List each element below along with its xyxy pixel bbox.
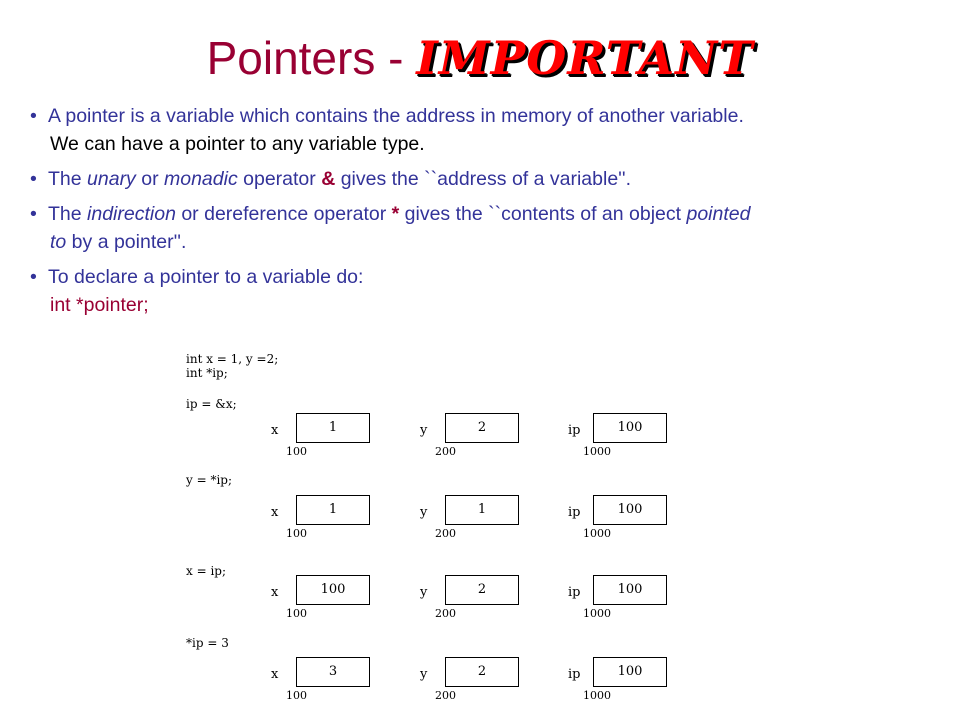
- bullet3-to: to: [50, 231, 67, 253]
- memory-value-ip: 100: [617, 664, 643, 679]
- bullet1-line1: A pointer is a variable which contains the address in memory of another variable.: [48, 105, 744, 127]
- memory-address-x: 100: [286, 445, 307, 458]
- title-emphasis: IMPORTANT: [416, 31, 754, 85]
- step-statement: *ip = 3: [186, 636, 229, 650]
- bullet3-text: by a pointer''.: [66, 231, 187, 253]
- bullet-dot: •: [30, 266, 37, 288]
- memory-address-ip: 1000: [583, 689, 611, 702]
- bullet-address-operator: [30, 165, 940, 193]
- memory-value-x: 1: [328, 502, 338, 517]
- memory-address-x: 100: [286, 527, 307, 540]
- variable-label-ip: ip: [568, 667, 581, 682]
- memory-address-x: 100: [286, 689, 307, 702]
- memory-value-ip: 100: [617, 582, 643, 597]
- memory-address-y: 200: [435, 527, 456, 540]
- bullet3-indirection: indirection: [87, 203, 176, 225]
- bullet-dot: •: [30, 105, 37, 127]
- slide-title: [0, 28, 960, 88]
- memory-cell-x: [271, 575, 441, 625]
- memory-cell-y: [420, 575, 590, 625]
- memory-value-y: 2: [477, 420, 487, 435]
- bullet1-line2: We can have a pointer to any variable type.: [50, 133, 425, 155]
- bullet2-text: or: [135, 168, 164, 190]
- pointer-declaration-code: int *pointer;: [50, 294, 149, 316]
- memory-cell-x: [271, 413, 441, 463]
- memory-address-ip: 1000: [583, 445, 611, 458]
- variable-label-x: x: [271, 423, 279, 438]
- memory-value-ip: 100: [617, 502, 643, 517]
- step-statement: y = *ip;: [186, 473, 233, 487]
- bullet3-text: gives the ``contents of an object: [399, 203, 687, 225]
- memory-value-x: 3: [328, 664, 338, 679]
- bullet2-text: gives the ``address of a variable''.: [335, 168, 632, 190]
- memory-value-y: 1: [477, 502, 487, 517]
- memory-cell-ip: [568, 495, 738, 545]
- bullet-dereference-operator: [30, 200, 940, 256]
- variable-label-x: x: [271, 585, 279, 600]
- memory-value-x: 1: [328, 420, 338, 435]
- bullet-dot: •: [30, 203, 37, 225]
- declaration-ip: int *ip;: [186, 366, 228, 380]
- variable-label-x: x: [271, 505, 279, 520]
- title-main: Pointers -: [206, 32, 417, 84]
- bullet3-text: or dereference operator: [175, 203, 392, 225]
- bullet-declare-pointer: [30, 263, 940, 319]
- memory-cell-ip: [568, 413, 738, 463]
- variable-label-ip: ip: [568, 585, 581, 600]
- declaration-xy: int x = 1, y =2;: [186, 352, 279, 366]
- memory-cell-ip: [568, 657, 738, 707]
- memory-value-ip: 100: [617, 420, 643, 435]
- memory-value-y: 2: [477, 664, 487, 679]
- bullet3-line2: [48, 228, 940, 256]
- memory-address-x: 100: [286, 607, 307, 620]
- bullet3-pointed: pointed: [686, 203, 751, 225]
- step-statement: x = ip;: [186, 564, 227, 578]
- memory-address-ip: 1000: [583, 607, 611, 620]
- star-operator: *: [391, 203, 400, 225]
- memory-cell-y: [420, 495, 590, 545]
- bullet4-text: To declare a pointer to a variable do:: [48, 266, 364, 288]
- memory-address-ip: 1000: [583, 527, 611, 540]
- variable-label-x: x: [271, 667, 279, 682]
- memory-cell-ip: [568, 575, 738, 625]
- step-statement: ip = &x;: [186, 397, 237, 411]
- variable-label-y: y: [420, 585, 428, 600]
- bullet2-unary: unary: [87, 168, 136, 190]
- memory-cell-y: [420, 413, 590, 463]
- memory-cell-y: [420, 657, 590, 707]
- memory-cell-x: [271, 495, 441, 545]
- memory-value-x: 100: [320, 582, 346, 597]
- variable-label-ip: ip: [568, 505, 581, 520]
- bullet-pointer-definition: [30, 102, 940, 158]
- memory-address-y: 200: [435, 689, 456, 702]
- variable-label-ip: ip: [568, 423, 581, 438]
- ampersand-operator: &: [321, 168, 336, 190]
- variable-label-y: y: [420, 667, 428, 682]
- bullet3-text: The: [48, 203, 88, 225]
- bullet2-monadic: monadic: [164, 168, 238, 190]
- variable-label-y: y: [420, 505, 428, 520]
- bullet-list: [30, 102, 940, 326]
- memory-address-y: 200: [435, 445, 456, 458]
- bullet2-text: The: [48, 168, 88, 190]
- memory-address-y: 200: [435, 607, 456, 620]
- bullet2-text: operator: [237, 168, 322, 190]
- memory-value-y: 2: [477, 582, 487, 597]
- memory-cell-x: [271, 657, 441, 707]
- variable-label-y: y: [420, 423, 428, 438]
- pointer-memory-diagram: [183, 350, 703, 720]
- bullet-dot: •: [30, 168, 37, 190]
